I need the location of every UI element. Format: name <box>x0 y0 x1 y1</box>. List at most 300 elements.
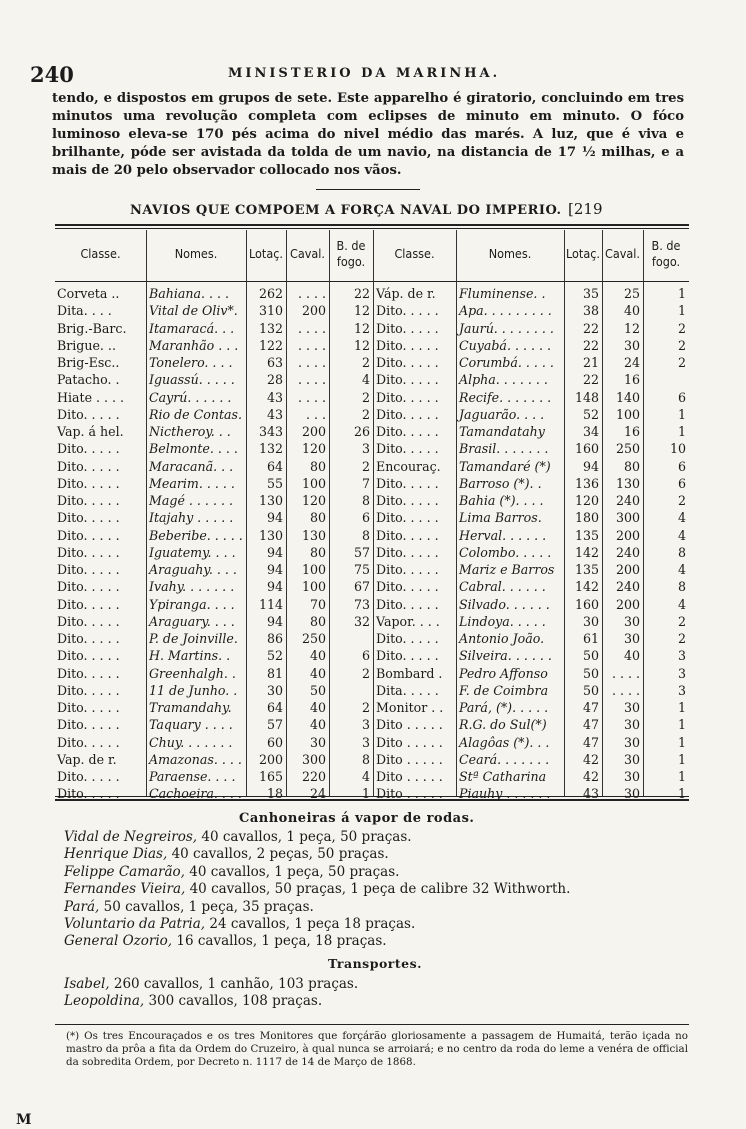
cell-fogo: 57 <box>353 544 370 560</box>
cell-nome: Recife. . . . . . . <box>459 389 552 405</box>
gunboats-list <box>64 829 570 951</box>
cell-caval: . . . . <box>297 389 326 405</box>
cell-caval: 200 <box>615 562 640 577</box>
cell-lotac: 180 <box>574 510 599 526</box>
cell-fogo: 7 <box>361 475 370 491</box>
fleet-table-body <box>55 285 689 803</box>
cell-lotac: 94 <box>266 544 283 560</box>
cell-fogo: 3 <box>361 734 370 750</box>
cell-nome: Cuyabá. . . . . . <box>459 337 551 353</box>
cell-classe: Dito. . . . . <box>376 355 439 370</box>
header-classe-right: Classe. <box>394 246 435 261</box>
cell-classe: Dito. . . . . <box>376 562 439 577</box>
cell-fogo: 6 <box>677 475 686 491</box>
cell-nome: Taquary . . . . <box>149 717 233 733</box>
table-row <box>55 544 689 561</box>
cell-classe: Dito . . . . . <box>376 769 443 784</box>
cell-classe: Váp. de r. <box>376 286 436 301</box>
cell-caval: 30 <box>623 700 640 715</box>
cell-nome: Cayrú. . . . . . <box>149 389 232 405</box>
header-bdefogo-right <box>643 238 689 270</box>
cell-lotac: 52 <box>582 406 599 422</box>
cell-caval: 16 <box>623 372 640 388</box>
cell-fogo: 1 <box>677 734 686 750</box>
cell-nome: Pará, (*). . . . . <box>459 700 549 715</box>
cell-lotac: 52 <box>266 648 283 664</box>
cell-lotac: 61 <box>582 631 599 646</box>
cell-lotac: 47 <box>582 734 599 750</box>
cell-lotac: 132 <box>258 441 283 457</box>
cell-fogo: 4 <box>361 372 370 388</box>
table-top-rule <box>55 224 689 226</box>
cell-lotac: 63 <box>266 355 283 370</box>
cell-lotac: 94 <box>582 458 599 474</box>
cell-caval: 300 <box>615 510 640 526</box>
cell-nome: R.G. do Sul(*) <box>459 717 547 733</box>
cell-lotac: 34 <box>582 424 599 439</box>
cell-nome: Bahiana. . . . <box>149 286 230 301</box>
vessel-name: Felippe Camarão, <box>64 863 185 880</box>
cell-caval: 100 <box>301 475 326 491</box>
cell-classe: Dito. . . . . <box>376 337 439 353</box>
cell-fogo <box>643 371 689 388</box>
cell-classe: Dito. . . . . <box>57 527 120 543</box>
cell-caval: 30 <box>623 734 640 750</box>
header-nomes-right: Nomes. <box>488 246 532 261</box>
cell-classe: Vap. á hel. <box>57 424 124 439</box>
cell-classe: Dito. . . . . <box>376 631 439 646</box>
cell-caval: 250 <box>301 631 326 646</box>
cell-fogo: 6 <box>677 389 686 405</box>
cell-nome: Ceará. . . . . . . <box>459 751 550 767</box>
cell-nome: Iguassú. . . . . <box>149 372 235 388</box>
cell-nome: Maranhão . . . <box>149 337 239 353</box>
list-item <box>64 881 570 898</box>
cell-fogo: 1 <box>677 700 686 715</box>
table-top-rule-thin <box>55 228 689 229</box>
cell-caval: . . . . <box>611 665 640 681</box>
cell-caval: 120 <box>301 441 326 457</box>
cell-caval: 30 <box>623 613 640 629</box>
cell-classe: Dito. . . . . <box>57 786 120 802</box>
vessel-details: 40 cavallos, 50 praças, 1 peça de calibre 32 Withworth. <box>189 881 571 898</box>
cell-fogo: 8 <box>361 493 370 508</box>
cell-classe: Corveta .. <box>57 286 120 301</box>
cell-classe: Dito. . . . . <box>376 510 439 526</box>
cell-nome: Beberibe. . . . . <box>149 527 243 543</box>
list-item <box>64 829 570 846</box>
cell-fogo: 1 <box>677 717 686 733</box>
cell-lotac: 57 <box>266 717 283 733</box>
cell-classe: Dito. . . . . <box>376 648 439 664</box>
cell-caval: 30 <box>623 751 640 767</box>
cell-nome: Mearim. . . . . <box>149 475 235 491</box>
cell-nome: Bahia (*). . . . <box>459 493 544 508</box>
cell-classe: Dito . . . . . <box>376 786 443 802</box>
table-row <box>55 406 689 423</box>
vessel-name: Isabel, <box>64 976 110 992</box>
cell-lotac: 262 <box>258 286 283 301</box>
cell-caval: . . . . <box>297 372 326 388</box>
cell-lotac: 50 <box>582 682 599 698</box>
vessel-details: 40 cavallos, 1 peça, 50 praças. <box>201 829 412 845</box>
cell-caval: 140 <box>615 389 640 405</box>
cell-nome: Jaguarão. . . . <box>459 406 545 422</box>
cell-caval: 40 <box>309 700 326 715</box>
header-bdefogo-left <box>329 238 373 270</box>
cell-lotac: 22 <box>582 372 599 388</box>
list-item <box>64 899 570 916</box>
table-row <box>55 337 689 354</box>
cell-fogo: 4 <box>677 596 686 612</box>
cell-lotac: 142 <box>574 579 599 595</box>
cell-classe: Dito. . . . . <box>376 303 439 319</box>
cell-classe: Dito. . . . . <box>57 700 120 715</box>
cell-nome: Araguary. . . . <box>149 613 235 629</box>
table-row <box>55 423 689 440</box>
vessel-name: Leopoldina, <box>64 993 145 1010</box>
cell-nome: Maracanã. . . <box>149 458 234 474</box>
cell-lotac: 130 <box>258 493 283 508</box>
cell-lotac: 122 <box>258 337 283 353</box>
cell-nome: Rio de Contas. <box>149 406 242 422</box>
cell-lotac: 94 <box>266 579 283 595</box>
cell-lotac: 38 <box>582 303 599 319</box>
cell-classe: Dito. . . . . <box>57 493 120 508</box>
cell-lotac: 132 <box>258 320 283 336</box>
table-header-rule <box>55 281 689 282</box>
cell-lotac: 43 <box>582 786 599 802</box>
cell-nome: Belmonte. . . . <box>149 441 238 457</box>
header-fogo: fogo. <box>651 254 681 269</box>
cell-nome: Herval. . . . . . <box>459 527 547 543</box>
cell-caval: 80 <box>309 510 326 526</box>
cell-nome: 11 de Junho. . <box>149 682 238 698</box>
table-row <box>55 613 689 630</box>
cell-nome: Fluminense. . <box>459 286 546 301</box>
cell-caval: 40 <box>309 648 326 664</box>
cell-fogo: 1 <box>677 769 686 784</box>
cell-fogo: 75 <box>353 562 370 577</box>
cell-caval: 30 <box>623 717 640 733</box>
cell-lotac: 310 <box>258 303 283 319</box>
list-item <box>64 933 570 950</box>
intro-paragraph <box>52 90 684 180</box>
cell-caval: 40 <box>309 665 326 681</box>
cell-fogo: 1 <box>677 406 686 422</box>
cell-caval: 40 <box>623 303 640 319</box>
cell-fogo: 2 <box>677 337 686 353</box>
footnote-text: (*) Os tres Encouraçados e os tres Monitores que forçárão gloriosamente a passagem de Humaitá, terão içada no mastro da prôa a fita da Ordem do Cruzeiro, à qual nunca se arroiará; e no centro da roda do leme a venéra de official da sobredita Ordem, por Decreto n. 1117 de 14 de Março de 1868. <box>66 1030 688 1068</box>
cell-fogo: 2 <box>677 613 686 629</box>
cell-fogo: 2 <box>677 320 686 336</box>
cell-lotac: 42 <box>582 769 599 784</box>
table-row <box>55 285 689 302</box>
cell-lotac: 55 <box>266 475 283 491</box>
cell-classe: Dito. . . . . <box>376 372 439 388</box>
cell-caval: 50 <box>309 682 326 698</box>
cell-lotac: 47 <box>582 700 599 715</box>
cell-nome: Mariz e Barros <box>459 562 555 577</box>
cell-fogo <box>329 630 373 647</box>
cell-classe: Dito. . . . . <box>376 441 439 457</box>
header-lotac-left: Lotaç. <box>249 246 283 261</box>
cell-caval: 40 <box>623 648 640 664</box>
cell-lotac: 130 <box>258 527 283 543</box>
cell-fogo: 2 <box>361 355 370 370</box>
cell-fogo: 1 <box>677 786 686 802</box>
header-b-de: B. de <box>336 238 366 253</box>
cell-fogo: 4 <box>677 510 686 526</box>
cell-classe: Hiate . . . . <box>57 389 125 405</box>
cell-lotac: 165 <box>258 769 283 784</box>
vessel-details: 40 cavallos, 1 peça, 50 praças. <box>189 863 400 880</box>
cell-classe: Dito. . . . . <box>57 631 120 646</box>
cell-lotac: 30 <box>266 682 283 698</box>
cell-classe: Dito. . . . . <box>57 510 120 526</box>
cell-caval: 70 <box>309 596 326 612</box>
cell-classe: Dito. . . . . <box>376 475 439 491</box>
cell-caval: 300 <box>301 751 326 767</box>
cell-classe: Encouraç. <box>376 458 441 474</box>
table-row <box>55 682 689 699</box>
cell-classe: Dita. . . . <box>57 303 112 319</box>
cell-nome: H. Martins. . <box>149 648 231 664</box>
cell-caval: . . . <box>305 406 326 422</box>
vessel-details: 260 cavallos, 1 canhão, 103 praças. <box>113 976 359 992</box>
cell-lotac: 86 <box>266 631 283 646</box>
cell-nome: Antonio João. <box>459 631 545 646</box>
cell-nome: Tramandahy. <box>149 700 232 715</box>
cell-classe: Brigue. .. <box>57 337 116 353</box>
transports-list <box>64 976 358 1011</box>
vessel-name: Voluntario da Patria, <box>64 916 206 933</box>
cell-lotac: 343 <box>258 424 283 439</box>
vessel-details: 24 cavallos, 1 peça 18 praças. <box>209 916 416 933</box>
cell-fogo: 1 <box>361 786 370 802</box>
cell-nome: Pedro Affonso <box>459 665 548 681</box>
header-caval-right: Caval. <box>605 246 640 261</box>
table-row <box>55 578 689 595</box>
table-row <box>55 630 689 647</box>
cell-lotac: 50 <box>582 648 599 664</box>
cell-caval: 80 <box>623 458 640 474</box>
vessel-details: 50 cavallos, 1 peça, 35 praças. <box>103 898 314 915</box>
table-row <box>55 785 689 802</box>
table-row <box>55 734 689 751</box>
intro-text: tendo, e dispostos em grupos de sete. Este apparelho é giratorio, concluindo em tres minutos uma revolução completa com eclipses de minuto em minuto. O fóco luminoso eleva-se 170 pés acima do nivel médio das marés. A luz, que é viva e brilhante, póde ser avistada da tolda de um navio, na distancia de 17 ½ milhas, e a mais de 20 pelo observador collocado nos vãos. <box>52 91 684 178</box>
cell-classe: Dito. . . . . <box>376 389 439 405</box>
cell-lotac: 148 <box>574 389 599 405</box>
cell-lotac: 64 <box>266 700 283 715</box>
cell-lotac: 160 <box>574 441 599 457</box>
cell-caval: 30 <box>623 769 640 784</box>
table-row <box>55 596 689 613</box>
cell-caval: . . . . <box>297 286 326 301</box>
table-row <box>55 458 689 475</box>
table-row <box>55 371 689 388</box>
cell-classe: Dito. . . . . <box>57 613 120 629</box>
cell-classe: Dita. . . . . <box>376 682 439 698</box>
cell-nome: Nictheroy. . . <box>149 424 231 439</box>
cell-nome: Paraense. . . . <box>149 769 236 784</box>
cell-classe: Dito. . . . . <box>57 406 120 422</box>
cell-classe: Dito. . . . . <box>376 320 439 336</box>
list-item <box>64 864 570 881</box>
cell-nome: Colombo. . . . . <box>459 544 552 560</box>
cell-fogo: 8 <box>361 527 370 543</box>
cell-lotac: 43 <box>266 389 283 405</box>
cell-lotac: 135 <box>574 527 599 543</box>
vessel-details: 40 cavallos, 2 peças, 50 praças. <box>171 846 389 863</box>
cell-fogo: 10 <box>669 441 686 457</box>
cell-lotac: 30 <box>582 613 599 629</box>
cell-classe: Dito. . . . . <box>57 475 120 491</box>
cell-fogo: 1 <box>677 751 686 767</box>
page-marker: M <box>16 1112 32 1128</box>
cell-caval: 130 <box>301 527 326 543</box>
cell-lotac: 22 <box>582 337 599 353</box>
cell-fogo: 2 <box>361 389 370 405</box>
section-divider <box>316 189 420 190</box>
cell-caval: . . . . <box>297 320 326 336</box>
cell-fogo: 3 <box>677 648 686 664</box>
cell-lotac: 94 <box>266 562 283 577</box>
cell-nome: Corumbá. . . . . <box>459 355 554 370</box>
cell-caval: . . . . <box>297 355 326 370</box>
cell-fogo: 4 <box>677 562 686 577</box>
cell-lotac: 35 <box>582 286 599 301</box>
cell-lotac: 21 <box>582 355 599 370</box>
cell-fogo: 1 <box>677 303 686 319</box>
cell-classe: Dito. . . . . <box>57 682 120 698</box>
cell-fogo: 6 <box>361 648 370 664</box>
cell-classe: Dito. . . . . <box>57 596 120 612</box>
cell-caval: 130 <box>615 475 640 491</box>
cell-fogo: 2 <box>361 458 370 474</box>
cell-caval: 250 <box>615 441 640 457</box>
cell-nome: Apa. . . . . . . . . <box>459 303 552 319</box>
section-title: NAVIOS QUE COMPOEM A FORÇA NAVAL DO IMPERIO. <box>130 203 562 218</box>
table-row <box>55 665 689 682</box>
cell-classe: Dito. . . . . <box>376 527 439 543</box>
list-item <box>64 976 358 993</box>
table-row <box>55 440 689 457</box>
vessel-details: 16 cavallos, 1 peça, 18 praças. <box>176 933 387 950</box>
cell-nome: Silveira. . . . . . <box>459 648 552 664</box>
cell-lotac: 43 <box>266 406 283 422</box>
gunboats-title: Canhoneiras á vapor de rodas. <box>239 811 475 826</box>
cell-lotac: 60 <box>266 734 283 750</box>
cell-fogo: 3 <box>361 717 370 733</box>
cell-nome: Alpha. . . . . . . <box>459 372 548 388</box>
list-item <box>64 993 358 1010</box>
cell-fogo: 3 <box>677 682 686 698</box>
cell-fogo: 2 <box>677 493 686 508</box>
table-row <box>55 561 689 578</box>
table-row <box>55 320 689 337</box>
cell-classe: Patacho. . <box>57 372 120 388</box>
cell-nome: Alagôas (*). . . <box>459 734 550 750</box>
cell-lotac: 94 <box>266 510 283 526</box>
cell-classe: Bombard . <box>376 665 443 681</box>
table-row <box>55 354 689 371</box>
cell-classe: Dito. . . . . <box>57 734 120 750</box>
page-number: 240 <box>30 62 74 87</box>
running-header: MINISTERIO DA MARINHA. <box>228 66 501 81</box>
cell-lotac: 42 <box>582 751 599 767</box>
cell-lotac: 160 <box>574 596 599 612</box>
cell-fogo: 12 <box>353 320 370 336</box>
cell-lotac: 18 <box>266 786 283 802</box>
cell-classe: Vapor. . . . <box>376 613 440 629</box>
transports-title: Transportes. <box>328 956 422 971</box>
list-item <box>64 846 570 863</box>
cell-classe: Dito. . . . . <box>376 406 439 422</box>
cell-caval: 24 <box>623 355 640 370</box>
cell-classe: Brig-Esc.. <box>57 355 120 370</box>
cell-nome: Stª Catharina <box>459 769 547 784</box>
table-row <box>55 492 689 509</box>
cell-classe: Dito. . . . . <box>57 769 120 784</box>
cell-lotac: 114 <box>258 596 283 612</box>
header-caval-left: Caval. <box>290 246 325 261</box>
cell-nome: Tamandatahy <box>459 424 545 439</box>
cell-lotac: 64 <box>266 458 283 474</box>
cell-lotac: 50 <box>582 665 599 681</box>
cell-nome: Lindoya. . . . . <box>459 613 546 629</box>
cell-fogo: 1 <box>677 286 686 301</box>
cell-fogo: 4 <box>677 527 686 543</box>
cell-fogo: 3 <box>361 441 370 457</box>
cell-lotac: 135 <box>574 562 599 577</box>
cell-caval: 80 <box>309 613 326 629</box>
cell-fogo: 12 <box>353 337 370 353</box>
cell-caval: 24 <box>309 786 326 802</box>
cell-caval: 240 <box>615 493 640 508</box>
vessel-name: Henrique Dias, <box>64 846 168 863</box>
cell-nome: Barroso (*). . <box>459 475 542 491</box>
cell-caval: 80 <box>309 544 326 560</box>
cell-fogo: 22 <box>353 286 370 301</box>
footnote <box>66 1030 688 1069</box>
cell-fogo: 6 <box>677 458 686 474</box>
table-row <box>55 768 689 785</box>
section-page-ref: [219 <box>568 200 603 218</box>
cell-nome: Tamandaré (*) <box>459 458 551 474</box>
cell-nome: Lima Barros. <box>459 510 542 526</box>
cell-nome: F. de Coimbra <box>459 682 549 698</box>
footnote-rule <box>55 1024 689 1025</box>
cell-fogo <box>329 682 373 699</box>
header-fogo: fogo. <box>336 254 366 269</box>
cell-lotac: 142 <box>574 544 599 560</box>
cell-caval: 240 <box>615 579 640 595</box>
cell-fogo: 8 <box>677 579 686 595</box>
cell-nome: Amazonas. . . . <box>149 751 242 767</box>
cell-caval: 200 <box>301 303 326 319</box>
vessel-name: Fernandes Vieira, <box>64 881 186 898</box>
cell-caval: 30 <box>309 734 326 750</box>
cell-caval: 12 <box>623 320 640 336</box>
cell-classe: Monitor . . <box>376 700 444 715</box>
cell-classe: Dito. . . . . <box>57 717 120 733</box>
cell-fogo: 6 <box>361 510 370 526</box>
cell-caval: 200 <box>615 527 640 543</box>
cell-nome: Piauhy . . . . . . <box>459 786 551 802</box>
cell-lotac: 22 <box>582 320 599 336</box>
table-row <box>55 475 689 492</box>
